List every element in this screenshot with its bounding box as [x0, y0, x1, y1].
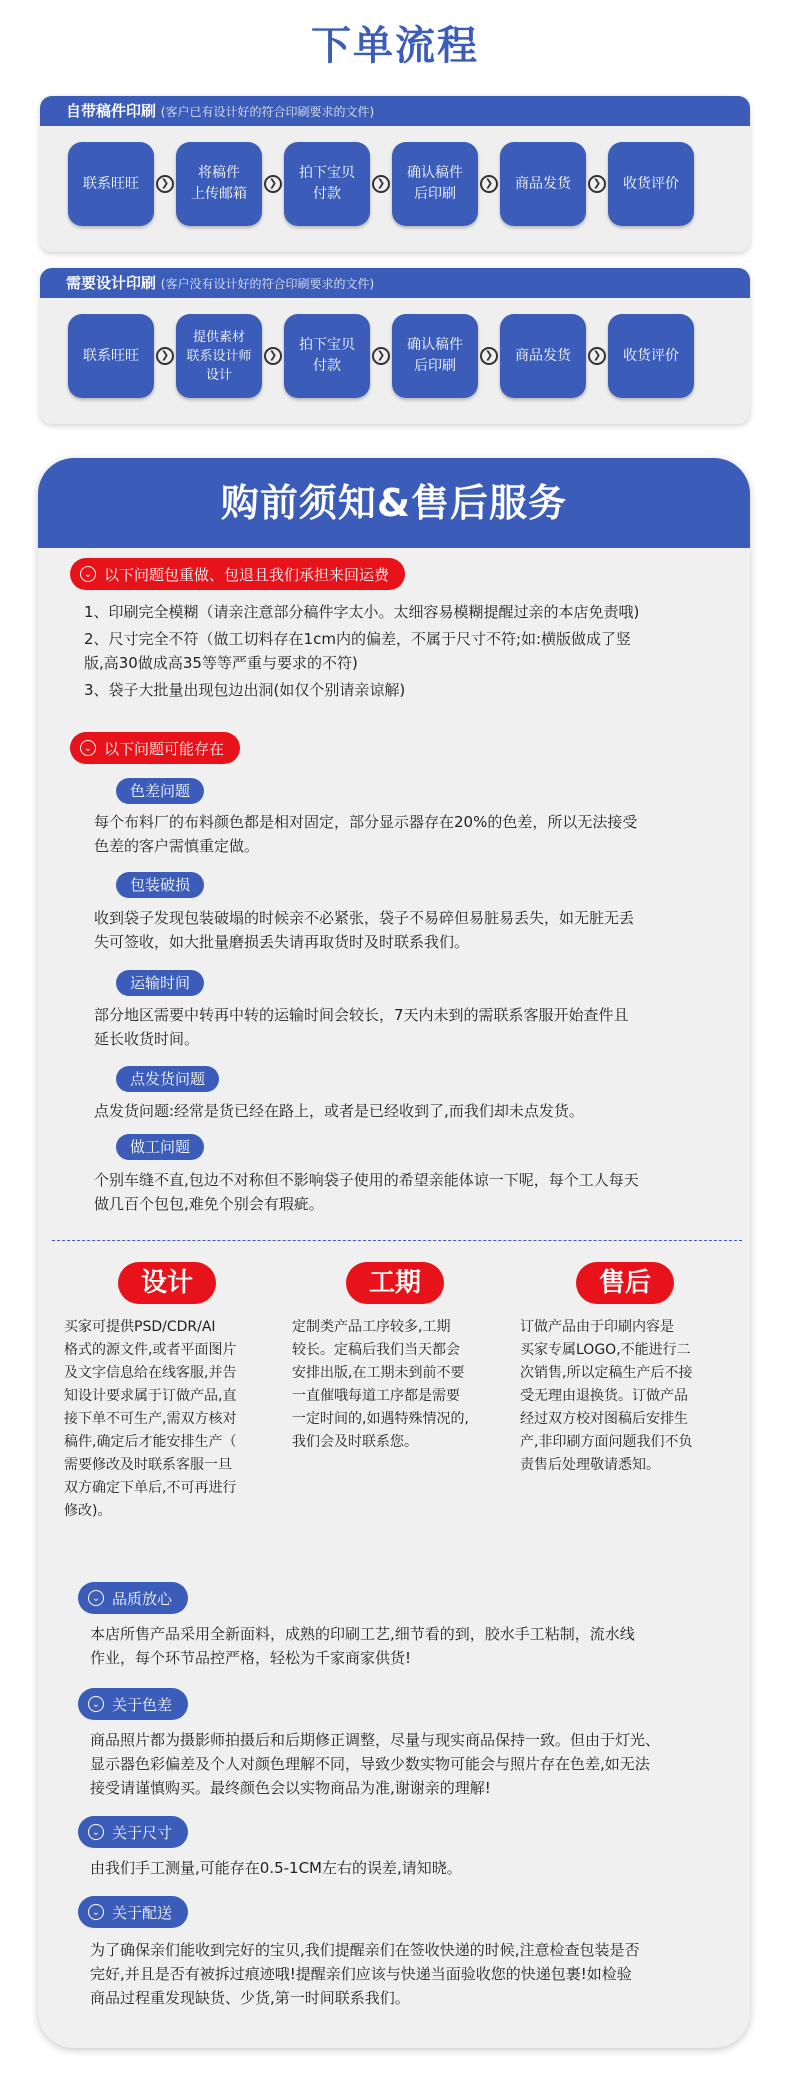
process-panel-need-design [40, 268, 750, 424]
chevron-right-icon: ❯ [480, 175, 498, 193]
chevron-right-icon: ❯ [264, 175, 282, 193]
step-pay: 拍下宝贝 付款 [284, 314, 370, 398]
chevron-right-icon: ❯ [156, 175, 174, 193]
issue-text: 个别车缝不直,包边不对称但不影响袋子使用的希望亲能体谅一下呢，每个工人每天 做几百个包包,难免个别会有瑕疵。 [94, 1171, 639, 1213]
process-steps [68, 314, 694, 398]
refund-badge [70, 558, 405, 590]
refund-item: 1、印刷完全模糊（请亲注意部分稿件字太小。太细容易模糊提醒过亲的本店免责哦) [84, 603, 640, 621]
issue-text: 收到袋子发现包装破塌的时候亲不必紧张，袋子不易碎但易脏易丢失，如无脏无丢 失可签收，如大批量磨损丢失请再取货时及时联系我们。 [94, 909, 635, 951]
issue-text: 每个布料厂的布料颜色都是相对固定，部分显示器存在20%的色差，所以无法接受 色差的客户需慎重定做。 [94, 813, 638, 855]
issue-tag: 色差问题 [116, 778, 204, 804]
size-text: 由我们手工测量,可能存在0.5-1CM左右的误差,请知晓。 [90, 1859, 462, 1877]
schedule-badge: 工期 [346, 1262, 444, 1304]
process-panel-own-files [40, 96, 750, 252]
delivery-text: 为了确保亲们能收到完好的宝贝,我们提醒亲们在签收快递的时候,注意检查包装是否 完好,并且是否有被拆过痕迹哦!提醒亲们应该与快递当面验收您的快递包裹!如检验 商品过程重发现缺货、少货,第一时间联系我们。 [90, 1941, 640, 2007]
page-title: 下单流程 [311, 23, 479, 69]
process-subheading: (客户没有设计好的符合印刷要求的文件) [160, 277, 375, 291]
quality-tag-label: 品质放心 [112, 1589, 173, 1608]
possible-issues-badge [70, 732, 240, 764]
possible-issues-title: 以下问题可能存在 [104, 739, 225, 758]
step-upload-files: 将稿件 上传邮箱 [176, 142, 262, 226]
delivery-tag-label: 关于配送 [112, 1903, 173, 1922]
chevron-down-icon: ⌄ [88, 1696, 104, 1712]
quality-text: 本店所售产品采用全新面料，成熟的印刷工艺,细节看的到，胶水手工粘制，流水线 作业，每个环节品控严格，轻松为千家商家供货! [90, 1625, 635, 1667]
chevron-right-icon: ❯ [480, 347, 498, 365]
notice-panel [38, 458, 750, 2048]
step-ship: 商品发货 [500, 314, 586, 398]
chevron-down-icon: ⌄ [80, 740, 96, 756]
step-provide-materials: 提供素材 联系设计师 设计 [176, 314, 262, 398]
aftersale-text: 订做产品由于印刷内容是 买家专属LOGO,不能进行二 次销售,所以定稿生产后不接 受无理由退换货。订做产品 经过双方校对图稿后安排生 产,非印刷方面问题我们不负 责售后处理敬请悉知。 [520, 1319, 693, 1473]
chevron-down-icon: ⌄ [88, 1904, 104, 1920]
chevron-right-icon: ❯ [588, 347, 606, 365]
step-confirm-print: 确认稿件 后印刷 [392, 314, 478, 398]
color-tag-label: 关于色差 [112, 1695, 173, 1714]
issue-text: 部分地区需要中转再中转的运输时间会较长，7天内未到的需联系客服开始查件且 延长收货时间。 [94, 1006, 629, 1048]
issue-tag: 点发货问题 [116, 1066, 219, 1092]
chevron-right-icon: ❯ [588, 175, 606, 193]
refund-item: 2、尺寸完全不符（做工切料存在1cm内的偏差，不属于尺寸不符;如:横版做成了竖 版,高30做成高35等等严重与要求的不符) [84, 630, 632, 672]
chevron-down-icon: ⌄ [88, 1824, 104, 1840]
issue-text: 点发货问题:经常是货已经在路上，或者是已经收到了,而我们却未点发货。 [94, 1102, 584, 1120]
chevron-down-icon: ⌄ [80, 566, 96, 582]
schedule-text: 定制类产品工序较多,工期 较长。定稿后我们当天都会 安排出版,在工期未到前不要 一直催哦每道工序都是需要 一定时间的,如遇特殊情况的, 我们会及时联系您。 [292, 1319, 469, 1450]
color-tag [78, 1688, 188, 1720]
chevron-right-icon: ❯ [372, 347, 390, 365]
chevron-right-icon: ❯ [264, 347, 282, 365]
size-tag [78, 1816, 188, 1848]
step-confirm-print: 确认稿件 后印刷 [392, 142, 478, 226]
process-header [40, 268, 750, 298]
design-text: 买家可提供PSD/CDR/AI 格式的源文件,或者平面图片 及文字信息给在线客服,并告 知设计要求属于订做产品,直 接下单不可生产,需双方核对 稿件,确定后才能安排生产（ 需要修改及时联系客服一旦 双方确定下单后,不可再进行 修改)。 [64, 1319, 237, 1519]
process-header [40, 96, 750, 126]
issue-tag: 运输时间 [116, 970, 204, 996]
refund-title: 以下问题包重做、包退且我们承担来回运费 [104, 565, 390, 584]
notice-title: 购前须知&售后服务 [38, 458, 750, 548]
size-tag-label: 关于尺寸 [112, 1823, 173, 1842]
step-review: 收货评价 [608, 314, 694, 398]
step-contact-wangwang: 联系旺旺 [68, 314, 154, 398]
step-pay: 拍下宝贝 付款 [284, 142, 370, 226]
process-steps [68, 142, 694, 226]
issue-tag: 包装破损 [116, 872, 204, 898]
chevron-right-icon: ❯ [372, 175, 390, 193]
divider [52, 1240, 742, 1241]
color-text: 商品照片都为摄影师拍摄后和后期修正调整，尽量与现实商品保持一致。但由于灯光、 显示器色彩偏差及个人对颜色理解不同，导致少数实物可能会与照片存在色差,如无法 接受请谨慎购买。最终颜色会以实物商品为准,谢谢亲的理解! [90, 1731, 661, 1797]
aftersale-badge: 售后 [576, 1262, 674, 1304]
chevron-down-icon: ⌄ [88, 1590, 104, 1606]
step-review: 收货评价 [608, 142, 694, 226]
chevron-right-icon: ❯ [156, 347, 174, 365]
step-ship: 商品发货 [500, 142, 586, 226]
delivery-tag [78, 1896, 188, 1928]
process-heading: 自带稿件印刷 [66, 102, 157, 120]
process-subheading: (客户已有设计好的符合印刷要求的文件) [160, 105, 375, 119]
issue-tag: 做工问题 [116, 1134, 204, 1160]
step-contact-wangwang: 联系旺旺 [68, 142, 154, 226]
quality-tag [78, 1582, 188, 1614]
design-badge: 设计 [118, 1262, 216, 1304]
process-heading: 需要设计印刷 [66, 274, 157, 292]
refund-item: 3、袋子大批量出现包边出洞(如仅个别请亲谅解) [84, 681, 406, 699]
